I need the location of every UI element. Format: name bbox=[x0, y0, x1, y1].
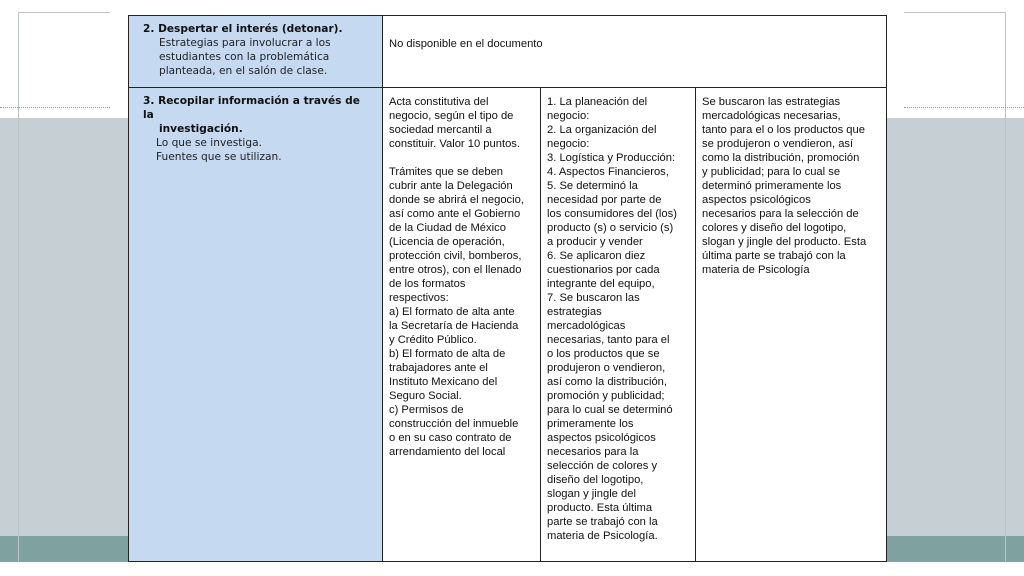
row1-heading-cell bbox=[129, 16, 383, 88]
row2-col2-text: Acta constitutiva del negocio, según el tipo de sociedad mercantil a constituir. Valor 10 puntos. Trámites que se deben cubrir ante la Delegación donde se abrirá el negocio, así como ante el Gobierno de la Ciudad de México (Licencia de operación, protección civil, bomberos, entre otros), con el llenado de los formatos respectivos: a) El formato de alta ante la Secretaría de Hacienda y Crédito Público. b) El formato de alta de trabajadores ante el Instituto Mexicano del Seguro Social. c) Permisos de construcción del inmueble o en su caso contrato de arrendamiento del local bbox=[389, 96, 524, 458]
row2-col4-cell bbox=[696, 88, 887, 562]
document-table bbox=[128, 15, 887, 562]
row2-description: Lo que se investiga. Fuentes que se utilizan. bbox=[156, 137, 282, 163]
row2-col2-cell bbox=[383, 88, 541, 562]
row2-heading bbox=[129, 88, 382, 136]
slide-frame-line-top-left bbox=[18, 12, 110, 13]
row1-content-cell bbox=[383, 16, 887, 88]
row1-description: Estrategias para involucrar a los estudiantes con la problemática planteada, en el salón de clase. bbox=[159, 37, 331, 77]
slide-frame-line-right bbox=[1005, 12, 1006, 562]
slide-frame-line-left bbox=[18, 12, 19, 562]
row2-heading-cell bbox=[129, 88, 383, 562]
row2-col4-text: Se buscaron las estrategias mercadológicas necesarias, tanto para el o los productos que se produjeron o vendieron, así como la distribución, promoción y publicidad; para lo cual se determinó primeramente los aspectos psicológicos necesarios para la selección de colores y diseño del logotipo, slogan y jingle del producto. Esta última parte se trabajó con la materia de Psicología bbox=[702, 96, 867, 276]
slide-frame-line-top-right bbox=[904, 12, 1006, 13]
table-row bbox=[129, 16, 887, 88]
row1-content: No disponible en el documento bbox=[389, 38, 543, 50]
slide-dotted-rule-left bbox=[0, 107, 110, 108]
table-row bbox=[129, 88, 887, 562]
row2-heading-line2: investigación. bbox=[159, 123, 243, 135]
slide-footer-strip bbox=[0, 562, 1024, 576]
row2-col3-cell bbox=[541, 88, 696, 562]
slide-dotted-rule-right bbox=[904, 107, 1024, 108]
row2-heading-line1: 3. Recopilar información a través de la bbox=[143, 95, 360, 121]
row2-col3-text: 1. La planeación del negocio: 2. La organización del negocio: 3. Logística y Producción: 4. Aspectos Financieros, 5. Se determinó la necesidad por parte de los consumidores del (los) producto (s) o servicio (s) a producir y vender 6. Se aplicaron diez cuestionarios por cada integrante del equipo, 7. Se buscaron las estrategias mercadológicas necesarias, tanto para el o los productos que se produjeron o vendieron, así como la distribución, promoción y publicidad; para lo cual se determinó primeramente los aspectos psicológicos necesarios para la selección de colores y diseño del logotipo, slogan y jingle del producto. Esta última parte se trabajó con la materia de Psicología. bbox=[547, 96, 677, 542]
row1-heading: 2. Despertar el interés (detonar). bbox=[143, 23, 343, 35]
